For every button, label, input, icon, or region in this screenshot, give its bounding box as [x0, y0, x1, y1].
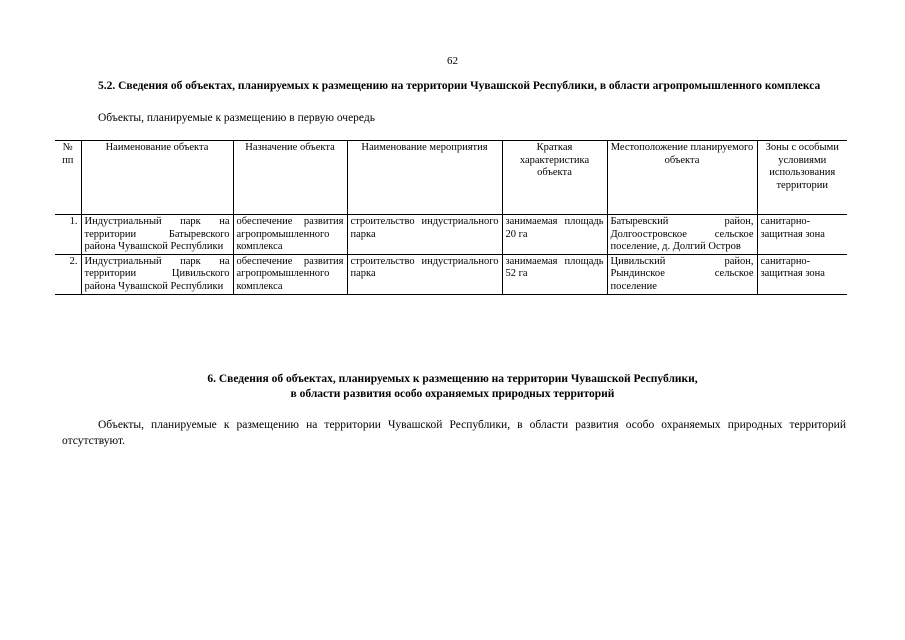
header-object-name: Наименование объекта [81, 141, 233, 215]
row-location: Батыревский район, Долгоостровское сельское поселение, д. Долгий Остров [607, 215, 757, 255]
header-measure: Наименование мероприятия [347, 141, 502, 215]
section-6-title-line-1: 6. Сведения об объектах, планируемых к размещению на территории Чувашской Республики, [207, 373, 698, 385]
section-6-title [0, 372, 905, 402]
page-number: 62 [447, 55, 458, 67]
row-purpose: обеспечение развития агропромышленного комплекса [233, 254, 347, 294]
row-num: 1. [55, 215, 81, 255]
row-location: Цивильский район, Рындинское сельское поселение [607, 254, 757, 294]
header-num: № пп [55, 141, 81, 215]
table-row [55, 215, 847, 255]
row-object-name: Индустриальный парк на территории Цивильского района Чувашской Республики [81, 254, 233, 294]
header-location: Местоположение планируемого объекта [607, 141, 757, 215]
row-measure: строительство индустриального парка [347, 215, 502, 255]
section-6-title-line-2: в области развития особо охраняемых природных территорий [290, 388, 615, 400]
row-purpose: обеспечение развития агропромышленного комплекса [233, 215, 347, 255]
section-5-2-title: 5.2. Сведения об объектах, планируемых к размещению на территории Чувашской Республики, в области агропромышленного комплекса [98, 80, 821, 92]
header-characteristic: Краткая характеристика объекта [502, 141, 607, 215]
row-characteristic: занимаемая площадь 52 га [502, 254, 607, 294]
row-characteristic: занимаемая площадь 20 га [502, 215, 607, 255]
row-object-name: Индустриальный парк на территории Батыревского района Чувашской Республики [81, 215, 233, 255]
table-header-row [55, 141, 847, 215]
row-num: 2. [55, 254, 81, 294]
row-measure: строительство индустриального парка [347, 254, 502, 294]
header-zones: Зоны с особыми условиями использования территории [757, 141, 847, 215]
objects-table [55, 140, 847, 295]
table-row [55, 254, 847, 294]
row-zones: санитарно-защитная зона [757, 254, 847, 294]
row-zones: санитарно-защитная зона [757, 215, 847, 255]
section-6-text: Объекты, планируемые к размещению на территории Чувашской Республики, в области развития особо охраняемых природных территорий отсутствуют. [62, 419, 846, 447]
header-purpose: Назначение объекта [233, 141, 347, 215]
section-5-2-subtitle: Объекты, планируемые к размещению в первую очередь [98, 112, 375, 124]
